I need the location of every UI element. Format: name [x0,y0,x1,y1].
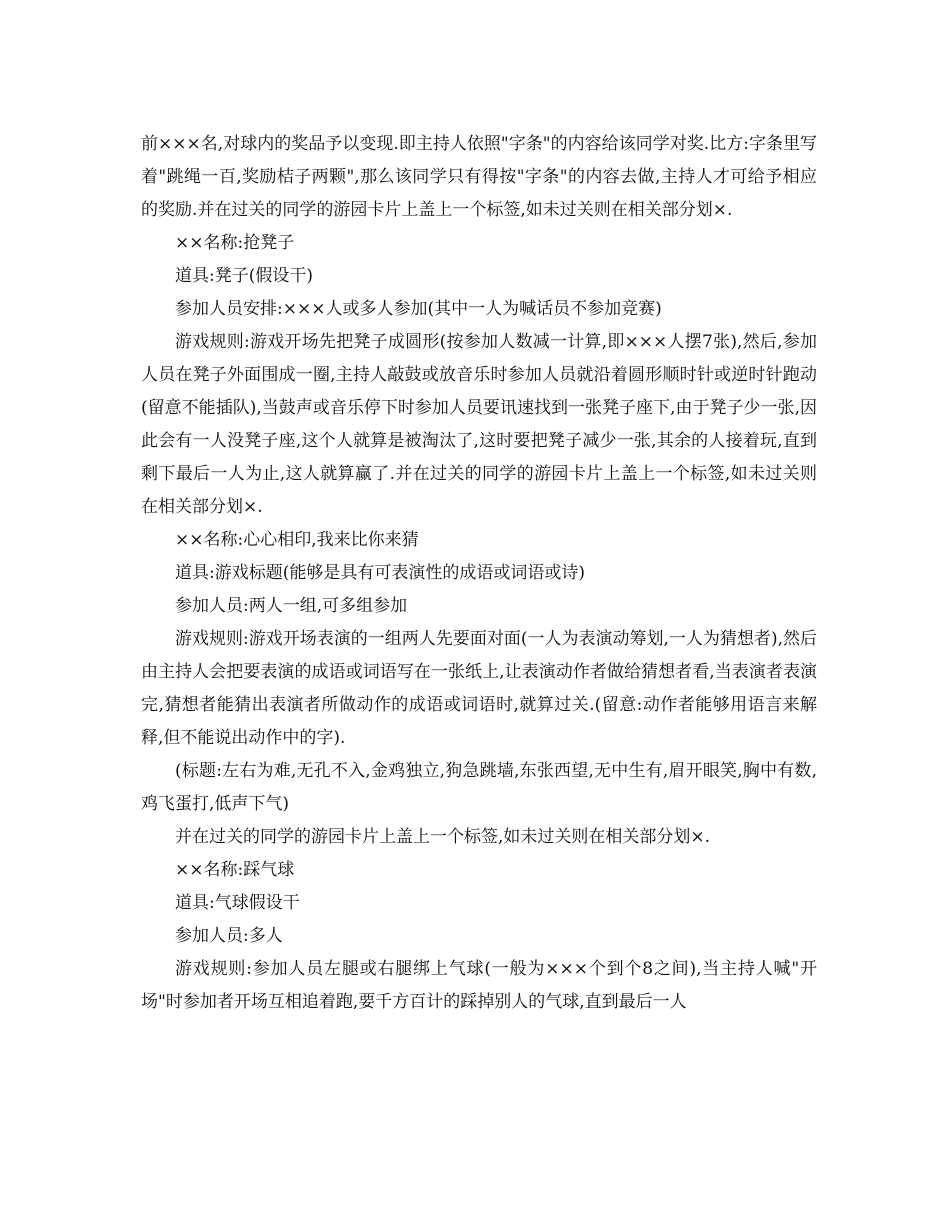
paragraph-participants-balloon: 参加人员:多人 [175,926,283,946]
paragraph-prize-redemption: 前×××名,对球内的奖品予以变现.即主持人依照"字条"的内容给该同学对奖.比方:字条里写着"跳绳一百,奖励桔子两颗",那么该同学只有得按"字条"的内容去做,主持人才可给予相应的奖励.并在过关的同学的游园卡片上盖上一个标签,如未过关则在相关部分划×. [141,134,817,220]
paragraph-game-name-balloon: ××名称:踩气球 [175,860,295,880]
paragraph-rules-guess: 游戏规则:游戏开场表演的一组两人先要面对面(一人为表演动筹划,一人为猜想者),然后由主持人会把要表演的成语或词语写在一张纸上,让表演动作者做给猜想者看,当表演者表演完,猜想者能猜出表演者所做动作的成语或词语时,就算过关.(留意:动作者能够用语言来解释,但不能说出动作中的字). [141,629,817,748]
paragraph-titles-guess: (标题:左右为难,无孔不入,金鸡独立,狗急跳墙,东张西望,无中生有,眉开眼笑,胸中有数,鸡飞蛋打,低声下气) [141,761,817,814]
paragraph-stamp-guess: 并在过关的同学的游园卡片上盖上一个标签,如未过关则在相关部分划×. [175,827,711,847]
paragraph-props-balloon: 道具:气球假设干 [175,893,300,913]
paragraph-participants-chairs: 参加人员安排:×××人或多人参加(其中一人为喊话员不参加竞赛) [175,299,662,319]
paragraph-game-name-guess: ××名称:心心相印,我来比你来猜 [175,530,419,550]
paragraph-rules-balloon: 游戏规则:参加人员左腿或右腿绑上气球(一般为×××个到个8之间),当主持人喊"开场"时参加者开场互相追着跑,要千方百计的踩掉别人的气球,直到最后一人 [141,959,817,1012]
document-page [141,128,817,1019]
paragraph-props-guess: 道具:游戏标题(能够是具有可表演性的成语或词语或诗) [175,563,585,583]
paragraph-rules-chairs: 游戏规则:游戏开场先把凳子成圆形(按参加人数减一计算,即×××人摆7张),然后,参加人员在凳子外面围成一圈,主持人敲鼓或放音乐时参加人员就沿着圆形顺时针或逆时针跑动(留意不能插队),当鼓声或音乐停下时参加人员要讯速找到一张凳子座下,由于凳子少一张,因此会有一人没凳子座,这个人就算是被淘汰了,这时要把凳子减少一张,其余的人接着玩,直到剩下最后一人为止,这人就算赢了.并在过关的同学的游园卡片上盖上一个标签,如未过关则在相关部分划×. [141,332,817,517]
paragraph-game-name-chairs: ××名称:抢凳子 [175,233,295,253]
paragraph-props-chairs: 道具:凳子(假设干) [175,266,313,286]
paragraph-participants-guess: 参加人员:两人一组,可多组参加 [175,596,408,616]
